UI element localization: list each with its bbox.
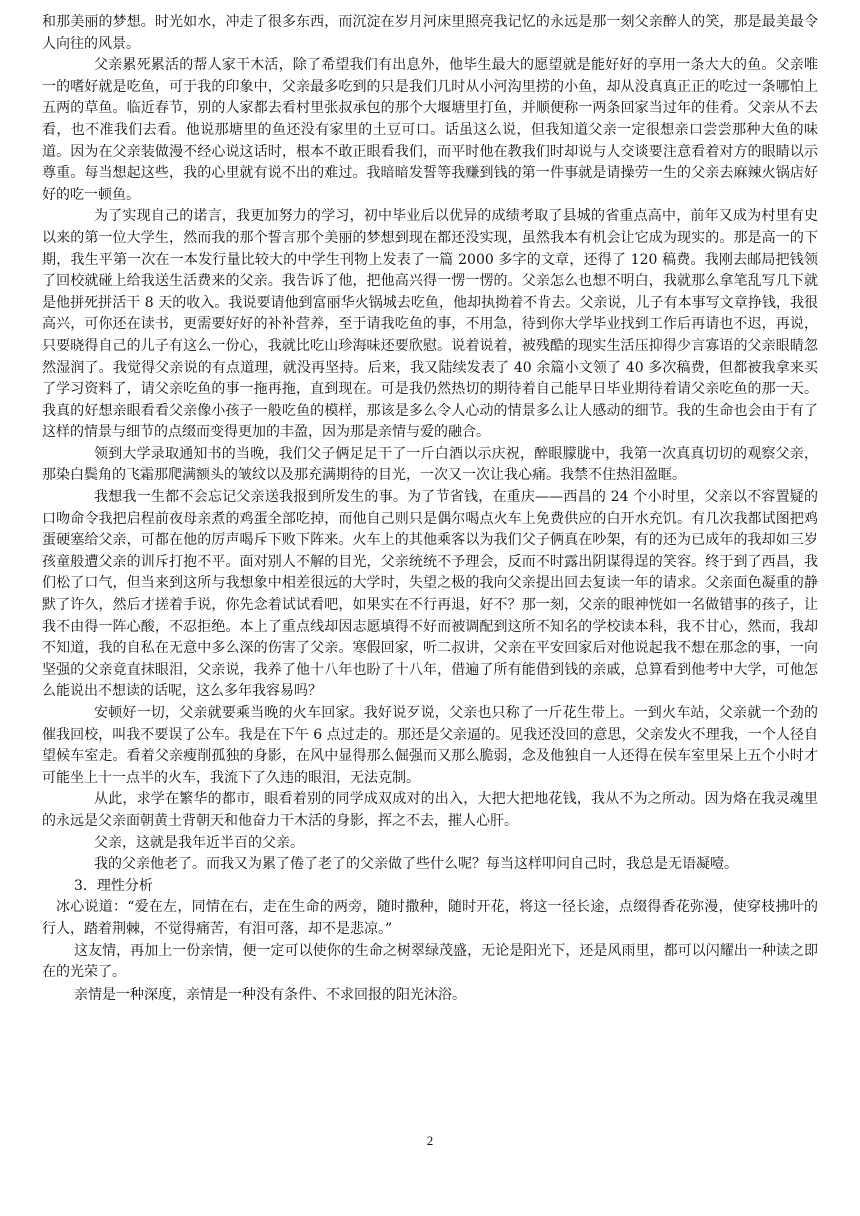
paragraph-intro-continued: 和那美丽的梦想。时光如水，冲走了很多东西，而沉淀在岁月河床里照亮我记忆的永远是那一刻父亲醉人的笑，那是最美最令人向往的风景。: [42, 14, 818, 52]
paragraph-my-father: 父亲，这就是我年近半百的父亲。: [94, 834, 304, 851]
page-number: 2: [426, 1133, 434, 1148]
document-page: [42, 12, 818, 1006]
paragraph-father-aged: 我的父亲他老了。而我又为累了倦了老了的父亲做了些什么呢？每当这样叩问自己时，我总是无语凝噎。: [94, 856, 738, 873]
section-heading-rational-analysis: 3．理性分析: [74, 877, 153, 894]
paragraph-friendship-kinship: 这友情，再加上一份亲情，便一定可以使你的生命之树翠绿茂盛，无论是阳光下，还是风雨里，都可以闪耀出一种读之即在的光荣了。: [42, 942, 818, 981]
paragraph-registration-trip: 我想我一生都不会忘记父亲送我报到所发生的事。为了节省钱，在重庆——西昌的 24 个小时里，父亲以不容置疑的口吻命令我把启程前夜母亲煮的鸡蛋全部吃掉，而他自己则只是偶尔喝点火车上免费供应的白开水充饥。有几次我都试图把鸡蛋硬塞给父亲，可都在他的厉声喝斥下败下阵来。火车上的其他乘客以为我们父子俩真在吵架，有的还为已成年的我却如三岁孩童般遭父亲的训斥打抱不平。面对别人不解的目光，父亲统统不予理会，反而不时露出阴谋得逞的笑容。终于到了西昌，我们松了口气，但当来到这所与我想象中相差很远的大学时，失望之极的我向父亲提出回去复读一年的请求。父亲面色凝重的静默了许久，然后才搓着手说，你先念着试试看吧，如果实在不行再退，好不？那一刻，父亲的眼神恍如一名做错事的孩子，让我不由得一阵心酸，不忍拒绝。本上了重点线却因志愿填得不好而被调配到这所不知名的学校读本科，我不甘心，然而，我却不知道，我的自私在无意中多么深的伤害了父亲。寒假回家，听二叔讲，父亲在平安回家后对他说起我不想在那念的事，一向坚强的父亲竟直抹眼泪，父亲说，我养了他十八年也盼了十八年，借遍了所有能借到钱的亲戚，总算看到他考中大学，可他怎么能说出不想读的话呢，这么多年我容易吗？: [42, 489, 818, 700]
paragraph-kinship-depth: 亲情是一种深度，亲情是一种没有条件、不求回报的阳光沐浴。: [74, 986, 466, 1003]
paragraph-city-study: 从此，求学在繁华的都市，眼看着别的同学成双成对的出入，大把大把地花钱，我从不为之所动。因为烙在我灵魂里的永远是父亲面朝黄土背朝天和他奋力干木活的身影，挥之不去，摧人心肝。: [42, 791, 818, 829]
paragraph-father-fish-wish: 父亲累死累活的帮人家干木活，除了希望我们有出息外，他毕生最大的愿望就是能好好的享用一条大大的鱼。父亲唯一的嗜好就是吃鱼，可于我的印象中，父亲最多吃到的只是我们几时从小河沟里捞的小鱼，却从没真真正正的吃过一条哪怕上五两的草鱼。临近春节，别的人家都去看村里张叔承包的那个大堰塘里打鱼，并顺便称一两条回家当过年的佳肴。父亲从不去看，也不准我们去看。他说那塘里的鱼还没有家里的土豆可口。话虽这么说，但我知道父亲一定很想亲口尝尝那种大鱼的味道。因为在父亲装做漫不经心说这话时，根本不敢正眼看我们，而平时他在教我们时却说与人交谈要注意看着对方的眼睛以示尊重。每当想起这些，我的心里就有说不出的难过。我暗暗发誓等我赚到钱的第一件事就是请操劳一生的父亲去麻辣火锅店好好的吃一顿鱼。: [42, 57, 818, 203]
paragraph-bingxin-quote: 冰心说道：“爱在左，同情在右，走在生命的两旁，随时撒种，随时开花，将这一径长途，点缀得香花弥漫，使穿枝拂叶的行人，踏着荆棘，不觉得痛苦，有泪可落，却不是悲凉。”: [42, 899, 818, 937]
paragraph-farewell-station: 安顿好一切，父亲就要乘当晚的火车回家。我好说歹说，父亲也只称了一斤花生带上。一到火车站，父亲就一个劲的催我回校，叫我不要误了公车。我是在下午 6 点过走的。那还是父亲逼的。见我还没回的意思，父亲发火不理我，一个人径自望候车室走。看着父亲瘦削孤独的身影，在风中显得那么倔强而又那么脆弱，念及他独自一人还得在侯车室里呆上五个小时才可能坐上十一点半的火车，我流下了久违的眼泪，无法克制。: [42, 705, 818, 786]
paragraph-admission-night: 领到大学录取通知书的当晚，我们父子俩足足干了一斤白酒以示庆祝，醉眼朦胧中，我第一次真真切切的观察父亲，那染白鬓角的飞霜那爬满额头的皱纹以及那充满期待的目光，一次又一次让我心痛。我禁不住热泪盈眶。: [42, 445, 818, 484]
paragraph-promise: 为了实现自己的诺言，我更加努力的学习，初中毕业后以优异的成绩考取了县城的省重点高中，前年又成为村里有史以来的第一位大学生，然而我的那个誓言那个美丽的梦想到现在都还没实现，虽然我本有机会让它成为现实的。那是高一的下期，我生平第一次在一本发行量比较大的中学生刊物上发表了一篇 2000 多字的文章，还得了 120 稿费。我刚去邮局把钱领了回校就碰上给我送生活费来的父亲。我告诉了他，把他高兴得一愣一愣的。父亲怎么也想不明白，我就那么拿笔乱写几下就是他拼死拼活干 8 天的收入。我说要请他到富丽华火锅城去吃鱼，他却执拗着不肯去。父亲说，儿子有本事写文章挣钱，我很高兴，可你还在读书，更需要好好的补补营养，至于请我吃鱼的事，不用急，待到你大学毕业找到工作后再请也不迟，再说，只要晓得自己的儿子有这么一份心，我就比吃山珍海味还要欣慰。说着说着，被残酷的现实生活压抑得少言寡语的父亲眼睛忽然湿润了。我觉得父亲说的有点道理，就没再坚持。后来，我又陆续发表了 40 余篇小文领了 40 多次稿费，但都被我拿来买了学习资料了，请父亲吃鱼的事一拖再拖，直到现在。可是我仍然热切的期待着自己能早日毕业期待着请父亲吃鱼的那一天。我真的好想亲眼看看父亲像小孩子一般吃鱼的模样，那该是多么令人心动的情景多么让人感动的细节。我的生命也会由于有了这样的情景与细节的点缀而变得更加的丰盈，因为那是亲情与爱的融合。: [42, 208, 818, 441]
